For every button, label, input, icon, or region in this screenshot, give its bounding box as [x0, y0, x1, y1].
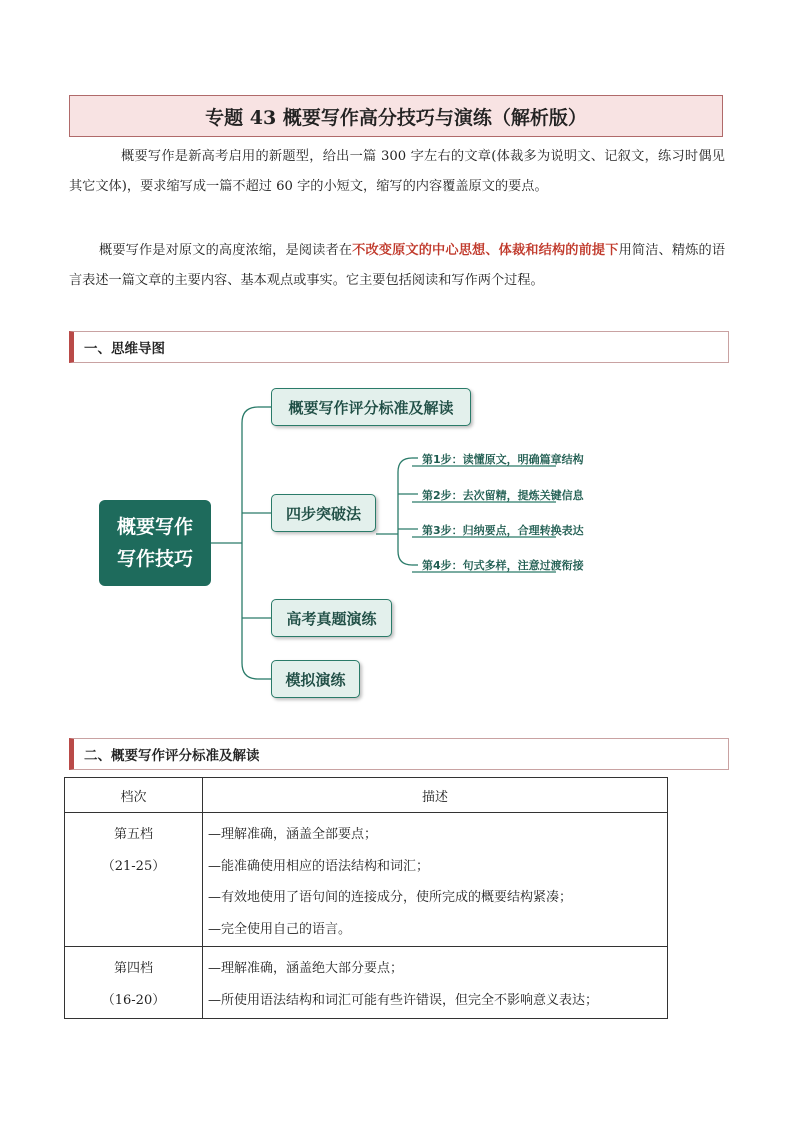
description-item: —完全使用自己的语言。	[208, 921, 352, 937]
level-cell	[65, 947, 203, 1019]
grading-table	[64, 777, 668, 1019]
section-heading-grading: 二、概要写作评分标准及解读	[69, 738, 729, 770]
level-cell	[65, 813, 203, 947]
description-cell	[203, 947, 668, 1019]
header-level: 档次	[65, 778, 203, 813]
level-range: （21-25）	[101, 859, 166, 874]
mindmap-step-4: 第4步：句式多样，注意过渡衔接	[422, 559, 584, 572]
level-name: 第四档	[113, 961, 153, 976]
table-header-row	[65, 778, 668, 813]
intro-highlight: 不改变原文的中心思想、体裁和结构的前提下	[352, 243, 619, 258]
mindmap-node-mock-practice: 模拟演练	[271, 660, 360, 698]
connector-trunk	[242, 407, 258, 679]
intro-text-1: 概要写作是新高考启用的新题型，给出一篇 300 字左右的文章(体裁多为说明文、记叙文，练习时偶见其它文体)，要求缩写成一篇不超过 60 字的小短文，缩写的内容覆盖原文的要点。	[69, 149, 725, 194]
description-cell	[203, 813, 668, 947]
mindmap-root-line2: 写作技巧	[116, 548, 193, 570]
description-item: —有效地使用了语句间的连接成分，使所完成的概要结构紧凑；	[208, 890, 573, 905]
intro-text-2a: 概要写作是对原文的高度浓缩，是阅读者在	[99, 243, 353, 258]
description-item: —理解准确，涵盖绝大部分要点；	[208, 961, 404, 976]
connector-steps-trunk	[398, 458, 412, 565]
mindmap-node-grading: 概要写作评分标准及解读	[271, 388, 471, 426]
mindmap-step-2: 第2步：去次留精，提炼关键信息	[422, 489, 584, 502]
section-heading-mindmap: 一、思维导图	[69, 331, 729, 363]
intro-text-2b: 用简洁、精炼的语言表述一篇文章的主要内容、基本观点或事实。它主要包括阅读和写作两个过程。	[69, 243, 726, 288]
mindmap-step-1: 第1步：读懂原文，明确篇章结构	[422, 453, 584, 466]
table-row	[65, 947, 668, 1019]
header-description: 描述	[203, 778, 668, 813]
description-item: —能准确使用相应的语法结构和词汇；	[208, 858, 430, 874]
table-row	[65, 813, 668, 947]
level-range: （16-20）	[101, 993, 166, 1008]
mindmap-root-line1: 概要写作	[116, 516, 193, 538]
page-title: 专题 43 概要写作高分技巧与演练（解析版）	[69, 95, 723, 137]
mindmap-step-3: 第3步：归纳要点，合理转换表达	[422, 524, 584, 537]
description-item: —理解准确，涵盖全部要点；	[208, 827, 378, 842]
mindmap-node-four-steps: 四步突破法	[271, 494, 376, 532]
level-name: 第五档	[113, 827, 153, 842]
mindmap-root	[99, 500, 211, 586]
mindmap-node-exam-practice: 高考真题演练	[271, 599, 392, 637]
description-item: —所使用语法结构和词汇可能有些许错误，但完全不影响意义表达；	[208, 992, 599, 1008]
